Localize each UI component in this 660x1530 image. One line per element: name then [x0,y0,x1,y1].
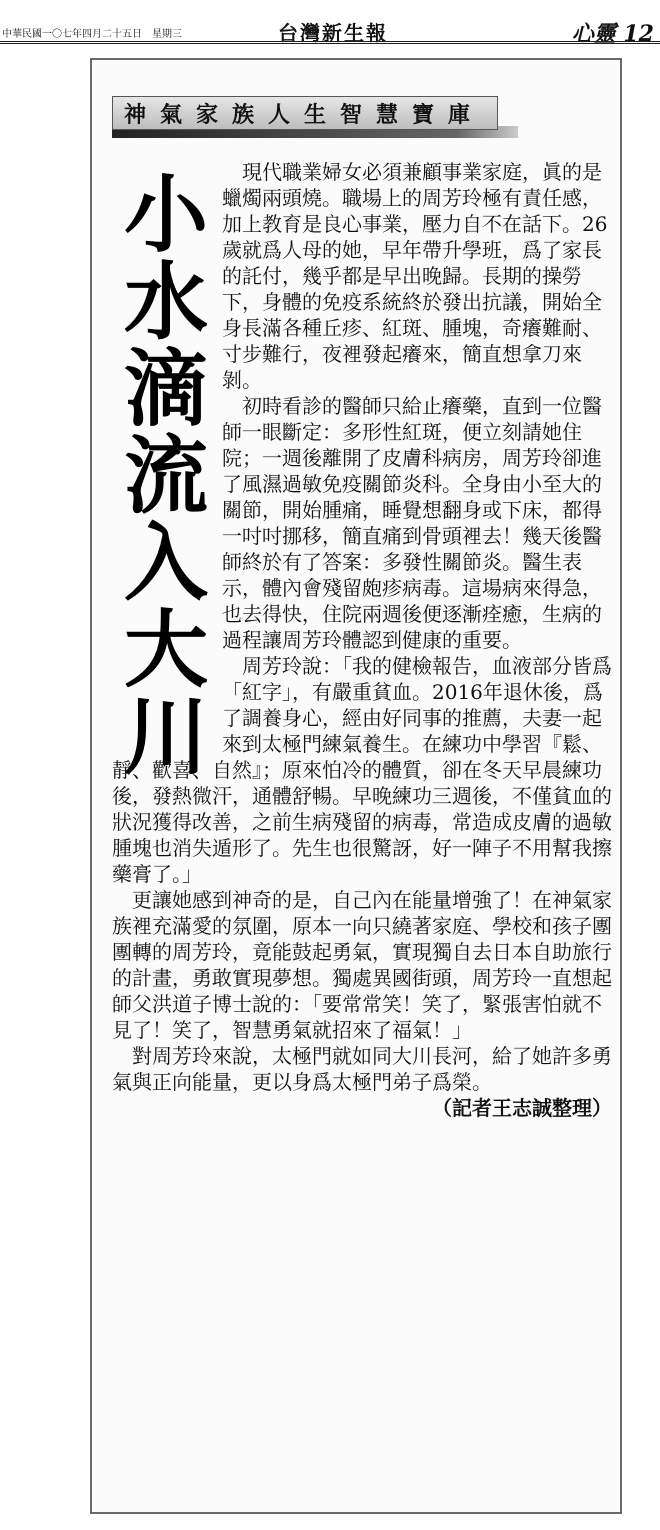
article-paragraph: 現代職業婦女必須兼顧事業家庭，眞的是蠟燭兩頭燒。職場上的周芳玲極有責任感，加上教育是良心事業，壓力自不在話下。26歲就爲人母的她，早年帶升學班，爲了家長的託付，幾乎都是早出晚歸。長期的操勞下，身體的免疫系統終於發出抗議，開始全身長滿各種丘疹、紅斑、腫塊，奇癢難耐、寸步難行，夜裡發起癢來，簡直想拿刀來剝。 [222,160,608,392]
column-banner-title: 神氣家族人生智慧寶庫 [124,102,485,128]
reporter-credit: （記者王志誠整理） [432,1096,612,1120]
article-paragraph: 更讓她感到神奇的是，自己內在能量增強了！在神氣家族裡充滿愛的氛圍，原本一向只繞著家庭、學校和孩子團團轉的周芳玲，竟能鼓起勇氣，實現獨自去日本自助旅行的計畫，勇敢實現夢想。獨處異國街頭，周芳玲一直想起師父洪道子博士說的：「要常常笑！笑了，緊張害怕就不見了！笑了，智慧勇氣就招來了福氣！」 [112,888,612,1042]
headline-char: 大 [123,601,208,699]
article-paragraph: 對周芳玲來說，太極門就如同大川長河，給了她許多勇氣與正向能量，更以身爲太極門弟子爲榮。 [112,1044,612,1094]
headline-char: 水 [123,253,208,351]
header-rule [0,41,660,44]
article-body [112,159,612,1121]
issue-date: 中華民國一〇七年四月二十五日 星期三 [2,29,182,40]
article-paragraph: 周芳玲說：「我的健檢報告，血液部分皆爲「紅字」，有嚴重貧血。2016年退休後，爲了調養身心，經由好同事的推薦，夫妻一起來到太極門練氣養生。在練功中學習『鬆、靜、歡喜、自然』；原來怕冷的體質，卻在冬天早晨練功後，發熱微汗，通體舒暢。早晚練功三週後，不僅貧血的狀況獲得改善，之前生病殘留的病毒，常造成皮膚的過敏腫塊也消失遁形了。先生也很驚訝，好一陣子不用幫我擦藥膏了。」 [112,654,612,886]
article-clipping [90,58,622,1514]
newspaper-name: 台灣新生報 [278,21,388,45]
column-banner [112,96,512,138]
headline-char: 川 [123,688,208,786]
newspaper-header [0,0,660,47]
headline-char: 入 [123,514,208,612]
headline-char: 小 [123,166,208,264]
headline-spacer [112,159,220,745]
article-paragraph: 初時看診的醫師只給止癢藥，直到一位醫師一眼斷定：多形性紅斑，便立刻請她住院；一週後離開了皮膚科病房，周芳玲卻進了風濕過敏免疫關節炎科。全身由小至大的關節，開始腫痛，睡覺想翻身或下床，都得一吋吋挪移，簡直痛到骨頭裡去！幾天後醫師終於有了答案：多發性關節炎。醫生表示，體內會殘留皰疹病毒。這場病來得急，也去得快，住院兩週後便逐漸痊癒，生病的過程讓周芳玲體認到健康的重要。 [222,394,602,652]
headline-char: 流 [123,427,208,525]
section-page-label: 心靈 12 [571,21,654,47]
headline-char: 滴 [123,340,208,438]
